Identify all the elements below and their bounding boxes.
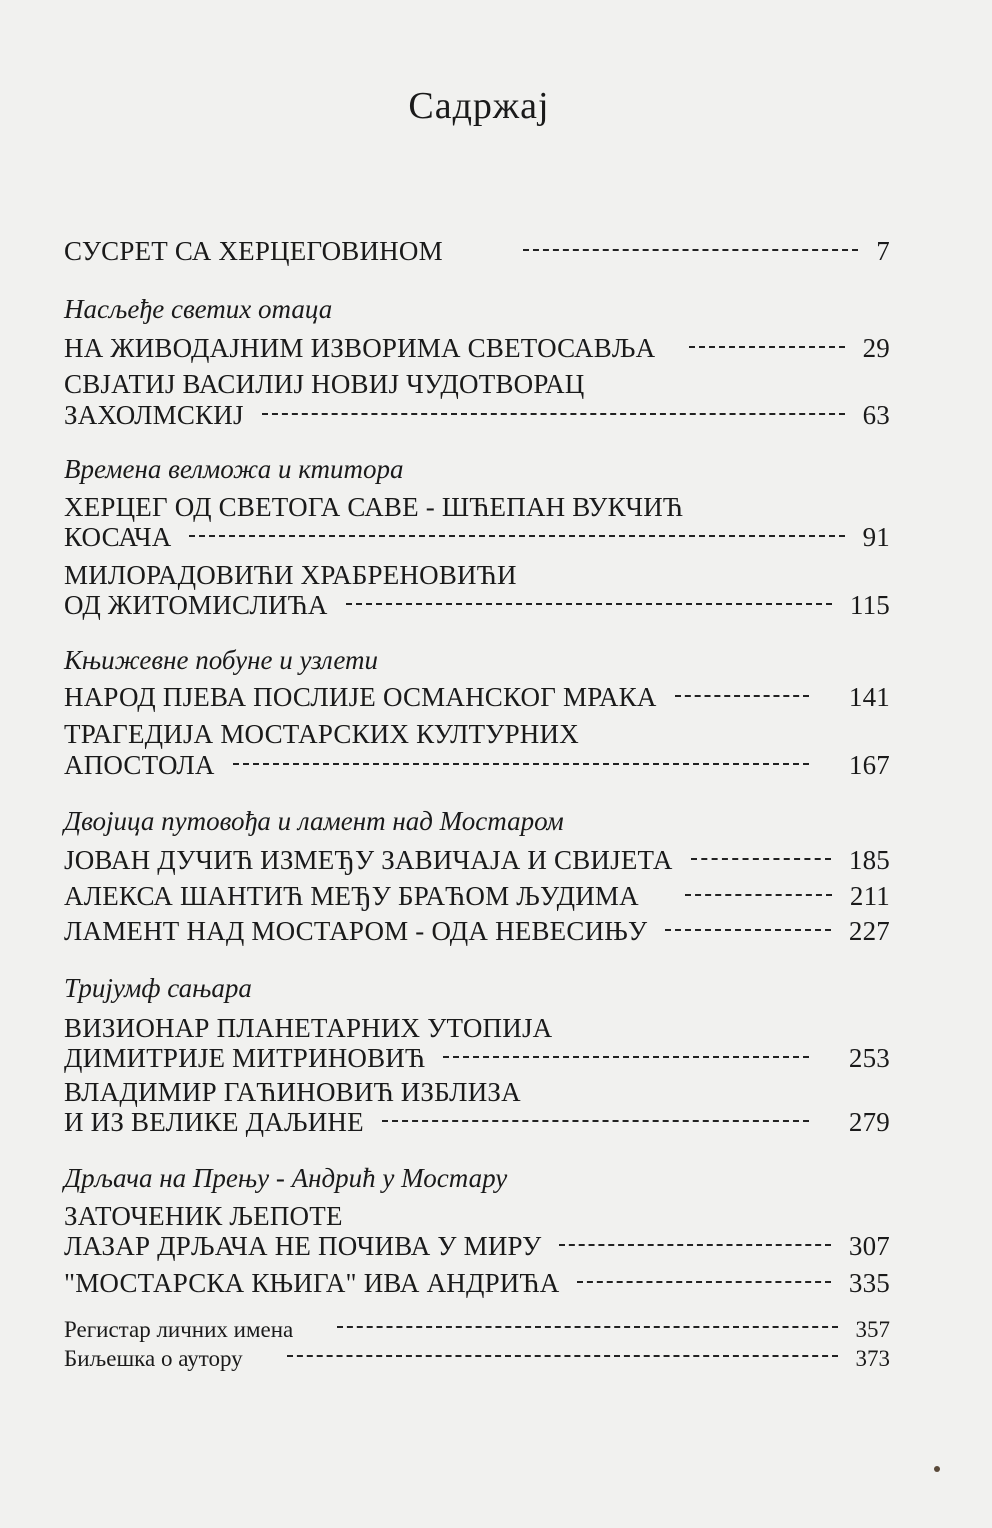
entry-page: 91 [862, 522, 890, 552]
entry-page: 115 [849, 590, 890, 620]
entry-title: МИЛОРАДОВИЋИ ХРАБРЕНОВИЋИ [64, 560, 517, 590]
dot-leader [559, 1244, 830, 1246]
entry-title: СУСРЕТ СА ХЕРЦЕГОВИНОМ [64, 236, 443, 266]
entry-title: ЛАЗАР ДРЉАЧА НЕ ПОЧИВА У МИРУ [64, 1231, 542, 1261]
entry-title: ХЕРЦЕГ ОД СВЕТОГА САВЕ - ШЋЕПАН ВУКЧИЋ [64, 492, 684, 522]
entry-title: ВЛАДИМИР ГАЋИНОВИЋ ИЗБЛИЗА [64, 1077, 521, 1107]
toc-entry[interactable] [64, 845, 890, 876]
entry-page: 29 [862, 333, 890, 363]
entry-title: И ИЗ ВЕЛИКЕ ДАЉИНЕ [64, 1107, 364, 1137]
paper-speck [934, 1466, 940, 1472]
entry-title: КОСАЧА [64, 522, 172, 552]
toc-entry[interactable] [64, 1107, 890, 1138]
toc-entry-line[interactable] [64, 492, 890, 523]
toc-entry-back-matter[interactable] [64, 1346, 890, 1372]
entry-page: 167 [848, 750, 890, 780]
dot-leader [443, 1056, 809, 1058]
toc-entry-line[interactable] [64, 719, 890, 750]
dot-leader [523, 249, 859, 251]
toc-entry-back-matter[interactable] [64, 1317, 890, 1343]
entry-page: 141 [848, 682, 890, 712]
entry-title: ЗАТОЧЕНИК ЉЕПОТЕ [64, 1201, 343, 1231]
entry-title: ЈОВАН ДУЧИЋ ИЗМЕЂУ ЗАВИЧАЈА И СВИЈЕТА [64, 845, 673, 875]
entry-page: 357 [855, 1317, 890, 1342]
toc-entry[interactable] [64, 750, 890, 781]
entry-page: 7 [876, 236, 890, 266]
section-heading: Дрљача на Прењу - Андрић у Мостару [64, 1163, 508, 1193]
toc-entry-line[interactable] [64, 560, 890, 591]
toc-entry[interactable] [64, 1268, 890, 1299]
entry-title: ТРАГЕДИЈА МОСТАРСКИХ КУЛТУРНИХ [64, 719, 579, 749]
toc-entry[interactable] [64, 682, 890, 713]
dot-leader [233, 763, 809, 765]
toc-entry[interactable] [64, 590, 890, 621]
dot-leader [189, 535, 844, 537]
dot-leader [382, 1120, 809, 1122]
toc-entry[interactable] [64, 1043, 890, 1074]
entry-title: Биљешка о аутору [64, 1346, 243, 1371]
dot-leader [685, 894, 832, 896]
entry-title: АПОСТОЛА [64, 750, 215, 780]
entry-title: АЛЕКСА ШАНТИЋ МЕЂУ БРАЋОМ ЉУДИМА [64, 881, 639, 911]
toc-entry-line[interactable] [64, 1201, 890, 1232]
entry-title: "МОСТАРСКА КЊИГА" ИВА АНДРИЋА [64, 1268, 560, 1298]
entry-title: ЛАМЕНТ НАД МОСТАРОМ - ОДА НЕВЕСИЊУ [64, 916, 648, 946]
toc-entry-line[interactable] [64, 369, 890, 400]
entry-page: 373 [855, 1346, 890, 1371]
toc-entry-intro[interactable] [64, 236, 890, 267]
dot-leader [337, 1326, 837, 1328]
section-heading: Насљеђе светих отаца [64, 294, 333, 324]
toc-entry[interactable] [64, 1231, 890, 1262]
entry-title: СВЈАТИЈ ВАСИЛИЈ НОВИЈ ЧУДОТВОРАЦ [64, 369, 585, 399]
toc-entry[interactable] [64, 333, 890, 364]
entry-title: ЗАХОЛМСКИЈ [64, 400, 244, 430]
dot-leader [346, 603, 832, 605]
page-title: Садржај [408, 85, 550, 127]
section-heading: Књижевне побуне и узлети [64, 645, 379, 675]
dot-leader [262, 413, 845, 415]
section-heading: Времена велможа и ктитора [64, 454, 404, 484]
toc-entry-line[interactable] [64, 1013, 890, 1044]
toc-entry[interactable] [64, 916, 890, 947]
entry-page: 253 [848, 1043, 890, 1073]
dot-leader [689, 346, 844, 348]
entry-title: ДИМИТРИЈЕ МИТРИНОВИЋ [64, 1043, 426, 1073]
dot-leader [287, 1355, 838, 1357]
toc-entry[interactable] [64, 522, 890, 553]
dot-leader [675, 695, 809, 697]
dot-leader [577, 1281, 830, 1283]
entry-page: 335 [848, 1268, 890, 1298]
section-heading: Тријумф сањара [64, 973, 252, 1003]
dot-leader [665, 929, 831, 931]
entry-title: Регистар личних имена [64, 1317, 294, 1342]
dot-leader [691, 858, 831, 860]
section-heading: Двојица путовођа и ламент над Мостаром [64, 806, 564, 836]
entry-title: НАРОД ПЈЕВА ПОСЛИЈЕ ОСМАНСКОГ МРАКА [64, 682, 657, 712]
toc-entry-line[interactable] [64, 1077, 890, 1108]
entry-page: 279 [848, 1107, 890, 1137]
toc-entry[interactable] [64, 881, 890, 912]
entry-title: ВИЗИОНАР ПЛАНЕТАРНИХ УТОПИЈА [64, 1013, 553, 1043]
entry-page: 185 [848, 845, 890, 875]
entry-page: 307 [848, 1231, 890, 1261]
entry-page: 211 [849, 881, 890, 911]
entry-page: 63 [862, 400, 890, 430]
toc-entry[interactable] [64, 400, 890, 431]
entry-title: ОД ЖИТОМИСЛИЋА [64, 590, 328, 620]
entry-title: НА ЖИВОДАЈНИМ ИЗВОРИМА СВЕТОСАВЉА [64, 333, 656, 363]
entry-page: 227 [848, 916, 890, 946]
